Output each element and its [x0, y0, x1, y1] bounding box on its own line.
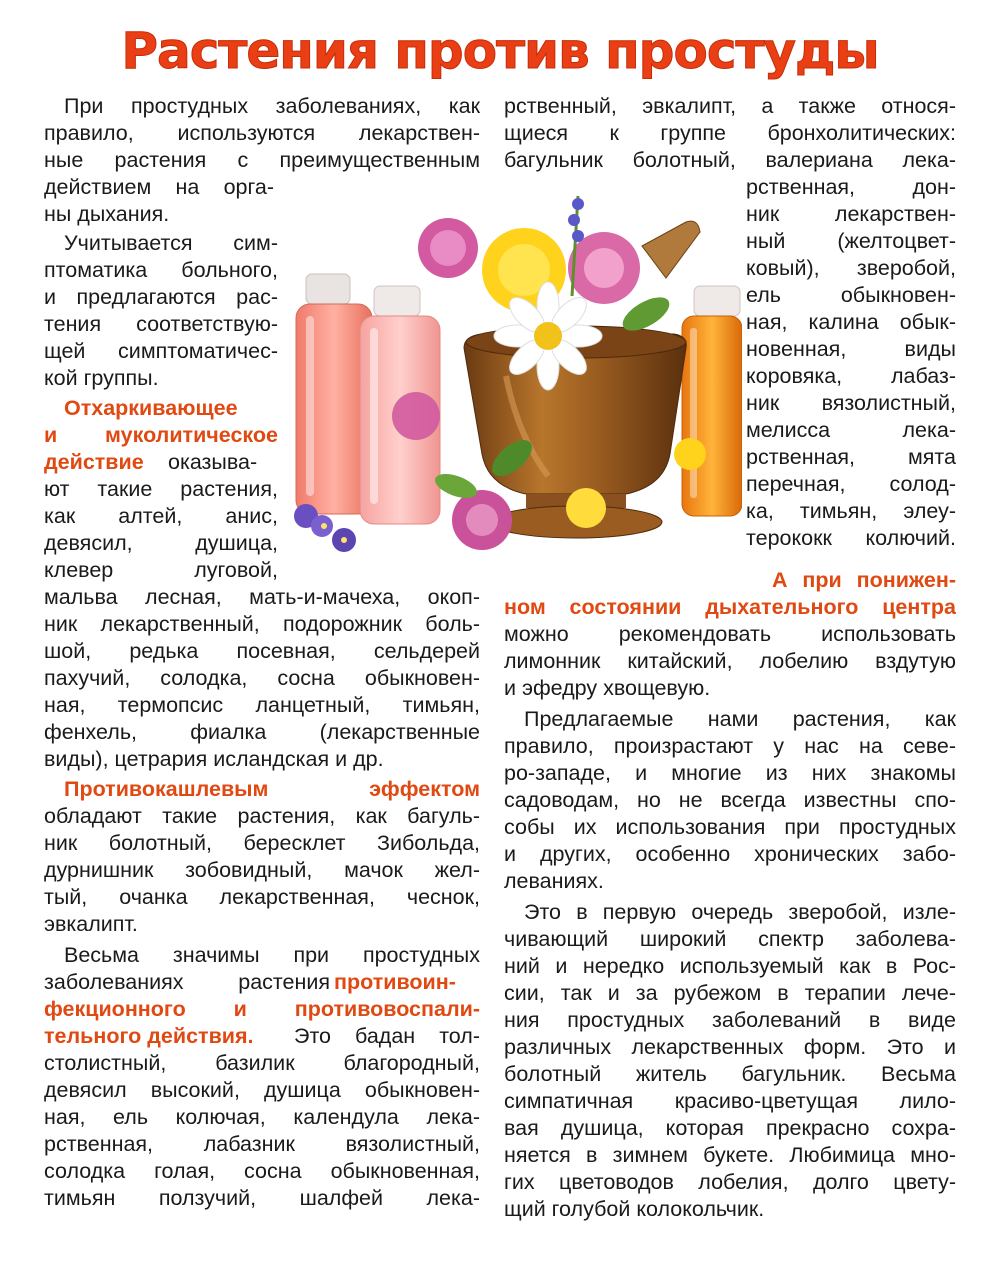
text-line: ник болотный, бересклет Зибольда, [44, 831, 480, 855]
text-line: столистный, базилик благородный, [44, 1051, 480, 1075]
text-line: щий голубой колокольчик. [504, 1197, 765, 1221]
text-line: Это в первую очередь зверобой, изле- [524, 900, 956, 924]
text-line: обладают такие растения, как багуль- [44, 804, 480, 828]
text-line: фенхель, фиалка (лекарственные [44, 720, 480, 744]
text-line: мальва лесная, мать-и-мачеха, окоп- [44, 585, 480, 609]
text-line: виды), цетрария исландская и др. [44, 747, 384, 771]
article-title: Растения против простуды [121, 22, 879, 80]
text-line: сии, так и за рубежом в терапии лече- [504, 981, 956, 1005]
text-line: эвкалипт. [44, 912, 138, 936]
highlight-heading: ном состоянии дыхательного центра [504, 595, 956, 619]
highlight-heading: и муколитическое [44, 423, 278, 447]
text-line: тения соответствую- [44, 312, 278, 336]
text-line: как алтей, анис, [44, 504, 278, 528]
text-line: щей симптоматичес- [44, 339, 278, 363]
text-line: солодка голая, сосна обыкновенная, [44, 1159, 480, 1183]
text-line: терококк колючий. [746, 526, 956, 550]
text-line: ка, тимьян, элеу- [746, 499, 956, 523]
text-line: гих цветоводов лобелия, долго цвету- [504, 1170, 956, 1194]
text-line: ний и нередко используемый как в Рос- [504, 954, 956, 978]
highlight-heading: тельного действия. [44, 1024, 254, 1048]
text-line: тимьян ползучий, шалфей лека- [44, 1186, 480, 1210]
text-line: ный (желтоцвет- [746, 229, 956, 253]
text-line: и эфедру хвощевую. [504, 676, 711, 700]
highlight-heading: фекционного и противовоспали- [44, 997, 480, 1021]
highlight-heading: Отхаркивающее [64, 396, 238, 420]
text-line: рственный, эвкалипт, а также относя- [504, 94, 956, 118]
text-line: можно рекомендовать использовать [504, 622, 956, 646]
text-line: ник вязолистный, [746, 391, 956, 415]
text-line: различных лекарственных форм. Это и [504, 1035, 956, 1059]
text-line: ют такие растения, [44, 477, 278, 501]
text-line: Учитывается сим- [64, 231, 278, 255]
text-line: При простудных заболеваниях, как [64, 94, 480, 118]
text-line: ник лекарствен- [746, 202, 956, 226]
text-line: ковый), зверобой, [746, 256, 956, 280]
highlight-heading: А при понижен- [772, 568, 956, 592]
text-line: Предлагаемые нами растения, как [524, 707, 956, 731]
amber-liquid-bottle [682, 286, 742, 516]
text-line: лимонник китайский, лобелию вздутую [504, 649, 956, 673]
text-line: коровяка, лабаз- [746, 364, 956, 388]
text-line: Весьма значимы при простудных [64, 943, 480, 967]
text-line: ная, калина обык- [746, 310, 956, 334]
text-line: новенная, виды [746, 337, 956, 361]
text-line: девясил, душица, [44, 531, 278, 555]
text-line: ник лекарственный, подорожник боль- [44, 612, 480, 636]
text-line: садоводам, но не всегда известны спо- [504, 788, 956, 812]
text-line: Это бадан тол- [294, 1024, 480, 1048]
text-line: ния простудных заболеваний в виде [504, 1008, 956, 1032]
text-line: болотный житель багульник. Весьма [504, 1062, 956, 1086]
text-line: действием на орга- [44, 175, 274, 199]
text-line: дурнишник зобовидный, мачок жел- [44, 858, 480, 882]
text-line: няется в зимнем букете. Любимица мно- [504, 1143, 956, 1167]
text-line: и предлагаются рас- [44, 285, 278, 309]
text-line: багульник болотный, валериана лека- [504, 148, 956, 172]
text-line: чивающий широкий спектр заболева- [504, 927, 956, 951]
text-line: ро-западе, и многие из них знакомы [504, 761, 956, 785]
text-line: заболеваниях растения [44, 970, 330, 994]
text-line: мелисса лека- [746, 418, 956, 442]
text-line: леваниях. [504, 869, 604, 893]
text-line: и других, особенно хронических забо- [504, 842, 956, 866]
text-line: правило, используются лекарствен- [44, 121, 480, 145]
text-line: тый, очанка лекарственная, чеснок, [44, 885, 480, 909]
text-line: шой, редька посевная, сельдерей [44, 639, 480, 663]
text-line: ные растения с преимущественным [44, 148, 480, 172]
highlight-heading: противоин- [334, 970, 456, 994]
text-line: рственная, мята [746, 445, 956, 469]
text-line: клевер луговой, [44, 558, 278, 582]
text-line: собы их использования при простудных [504, 815, 956, 839]
highlight-heading: Противокашлевым эффектом [64, 777, 480, 801]
text-line: ная, термопсис ланцетный, тимьян, [44, 693, 480, 717]
text-line: симпатичная красиво-цветущая лило- [504, 1089, 956, 1113]
text-line: щиеся к группе бронхолитических: [504, 121, 956, 145]
text-line: рственная, лабазник вязолистный, [44, 1132, 480, 1156]
text-line: птоматика больного, [44, 258, 278, 282]
highlight-heading: действие [44, 450, 144, 474]
text-line: оказыва- [168, 450, 258, 474]
text-line: кой группы. [44, 366, 159, 390]
text-line: пахучий, солодка, сосна обыкновен- [44, 666, 480, 690]
text-line: ная, ель колючая, календула лека- [44, 1105, 480, 1129]
text-line: перечная, солод- [746, 472, 956, 496]
text-line: ель обыкновен- [746, 283, 956, 307]
text-line: вая душица, которая прекрасно сохра- [504, 1116, 956, 1140]
herbal-remedies-illustration [286, 186, 742, 566]
text-line: девясил высокий, душица обыкновен- [44, 1078, 480, 1102]
text-line: рственная, дон- [746, 175, 956, 199]
text-line: ны дыхания. [44, 202, 170, 226]
text-line: правило, произрастают у нас на севе- [504, 734, 956, 758]
